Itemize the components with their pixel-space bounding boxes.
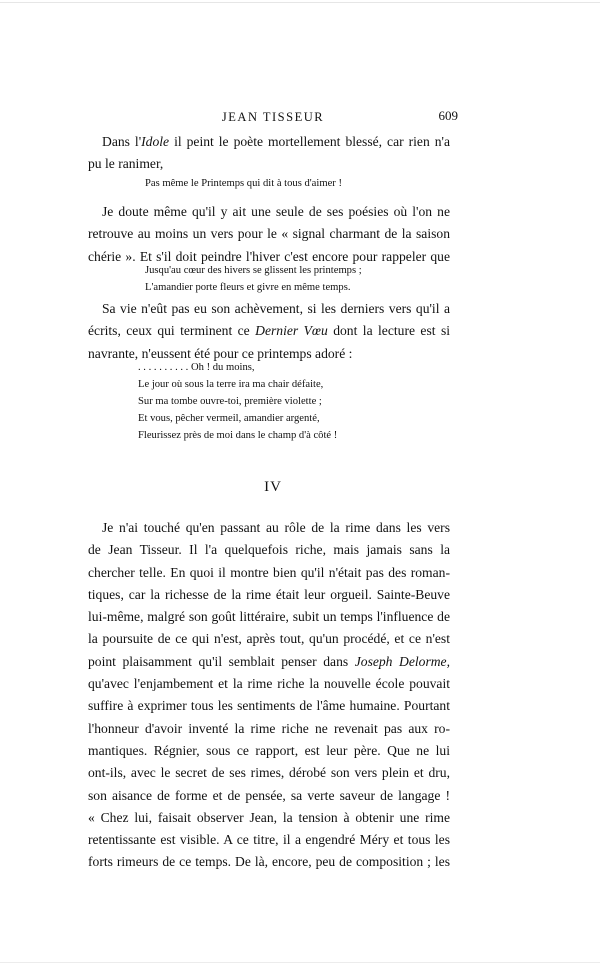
work-title-idole: Idole (141, 134, 170, 149)
running-head (88, 110, 458, 128)
text-run: écrits, ceux qui terminent ce (88, 323, 250, 339)
verse-line: Fleurissez près de moi dans le champ d'à côté ! (138, 430, 338, 441)
page-number: 609 (438, 108, 458, 123)
paragraph-1 (88, 131, 450, 176)
paragraph-line: tiques, car la richesse de la rime était leur orgueil. Sainte-Beuve (88, 586, 450, 602)
paragraph-line: Je n'ai touché qu'en passant au rôle de la rime dans les vers (102, 520, 450, 535)
paragraph-2 (88, 201, 450, 268)
paragraph-4 (88, 517, 450, 874)
paragraph-3 (88, 298, 450, 365)
paragraph-line: chérie ». Et s'il doit peindre l'hiver c'est encore pour rappeler que (88, 248, 450, 264)
paragraph-line: l'honneur d'avoir inventé la rime riche ne revenait pas aux ro- (88, 720, 450, 736)
text-run: Dans l' (102, 134, 142, 149)
verse-line: . . . . . . . . . . Oh ! du moins, (138, 362, 255, 373)
verse-line: L'amandier porte fleurs et givre en même temps. (145, 282, 351, 293)
paragraph-line: pu le ranimer, (88, 156, 164, 172)
scan-edge-top (0, 2, 600, 3)
paragraph-line: mantiques. Régnier, sous ce rapport, est leur père. Que ne lui (88, 742, 450, 758)
verse-quote-2 (145, 262, 362, 296)
section-heading: IV (264, 479, 282, 495)
paragraph-line: de Jean Tisseur. Il l'a quelquefois riche, mais jamais sans la (88, 542, 450, 558)
paragraph-line: « Chez lui, faisait observer Jean, la tension à obtenir une rime (88, 809, 450, 825)
paragraph-line (88, 131, 450, 153)
running-title: JEAN TISSEUR (221, 110, 325, 124)
paragraph-line: Je doute même qu'il y ait une seule de ses poésies où l'on ne (102, 204, 450, 219)
paragraph-line: Sa vie n'eût pas eu son achèvement, si les derniers vers qu'il a (102, 301, 450, 316)
paragraph-line: retrouve au moins un vers pour le « signal charmant de la saison (88, 226, 450, 242)
work-title-dernier-voeu: Dernier Vœu (255, 323, 328, 339)
paragraph-line: ont-ils, avec le secret de ses rimes, dérobé son vers plein et dru, (88, 765, 450, 781)
paragraph-line: chercher telle. En quoi il montre bien qu'il n'était pas des roman- (88, 564, 450, 580)
paragraph-line (88, 320, 450, 342)
verse-quote-1 (145, 175, 342, 192)
text-run: dont la lecture est si (333, 323, 451, 339)
verse-line: Jusqu'au cœur des hivers se glissent les printemps ; (145, 265, 362, 276)
paragraph-line: la poursuite de ce qui n'est, après tout, qu'un procédé, et ce n'est (88, 631, 450, 647)
verse-line: Le jour où sous la terre ira ma chair défaite, (138, 379, 324, 390)
paragraph-line: forts rimeurs de ce temps. De là, encore, peu de composition ; les (88, 854, 450, 870)
scan-edge-bottom (0, 962, 600, 963)
paragraph-line: lui-même, malgré son goût littéraire, subit un temps l'influence de (88, 609, 450, 625)
paragraph-line: suffire à exprimer tous les sentiments de l'âme humaine. Pourtant (88, 698, 450, 714)
text-run: point plaisamment qu'il semblait penser dans (88, 653, 349, 669)
paragraph-line: navrante, n'eussent été pour ce printemps adoré : (88, 345, 353, 361)
text-run: il peint le poète mortellement blessé, car rien n'a (169, 134, 451, 149)
verse-line: Et vous, pêcher vermeil, amandier argenté, (138, 413, 320, 424)
paragraph-line: retentissante est visible. A ce titre, il a engendré Méry et tous les (88, 832, 450, 848)
verse-line: Sur ma tombe ouvre-toi, première violette ; (138, 396, 322, 407)
verse-quote-3 (138, 359, 337, 444)
verse-line: Pas même le Printemps qui dit à tous d'aimer ! (145, 178, 342, 189)
paragraph-line (88, 651, 450, 673)
paragraph-line: qu'avec l'enjambement et la rime riche la nouvelle école pouvait (88, 676, 450, 692)
work-title-joseph-delorme: Joseph Delorme, (354, 653, 450, 669)
paragraph-line: son aisance de forme et de pensée, sa verte saveur de langage ! (88, 787, 450, 803)
